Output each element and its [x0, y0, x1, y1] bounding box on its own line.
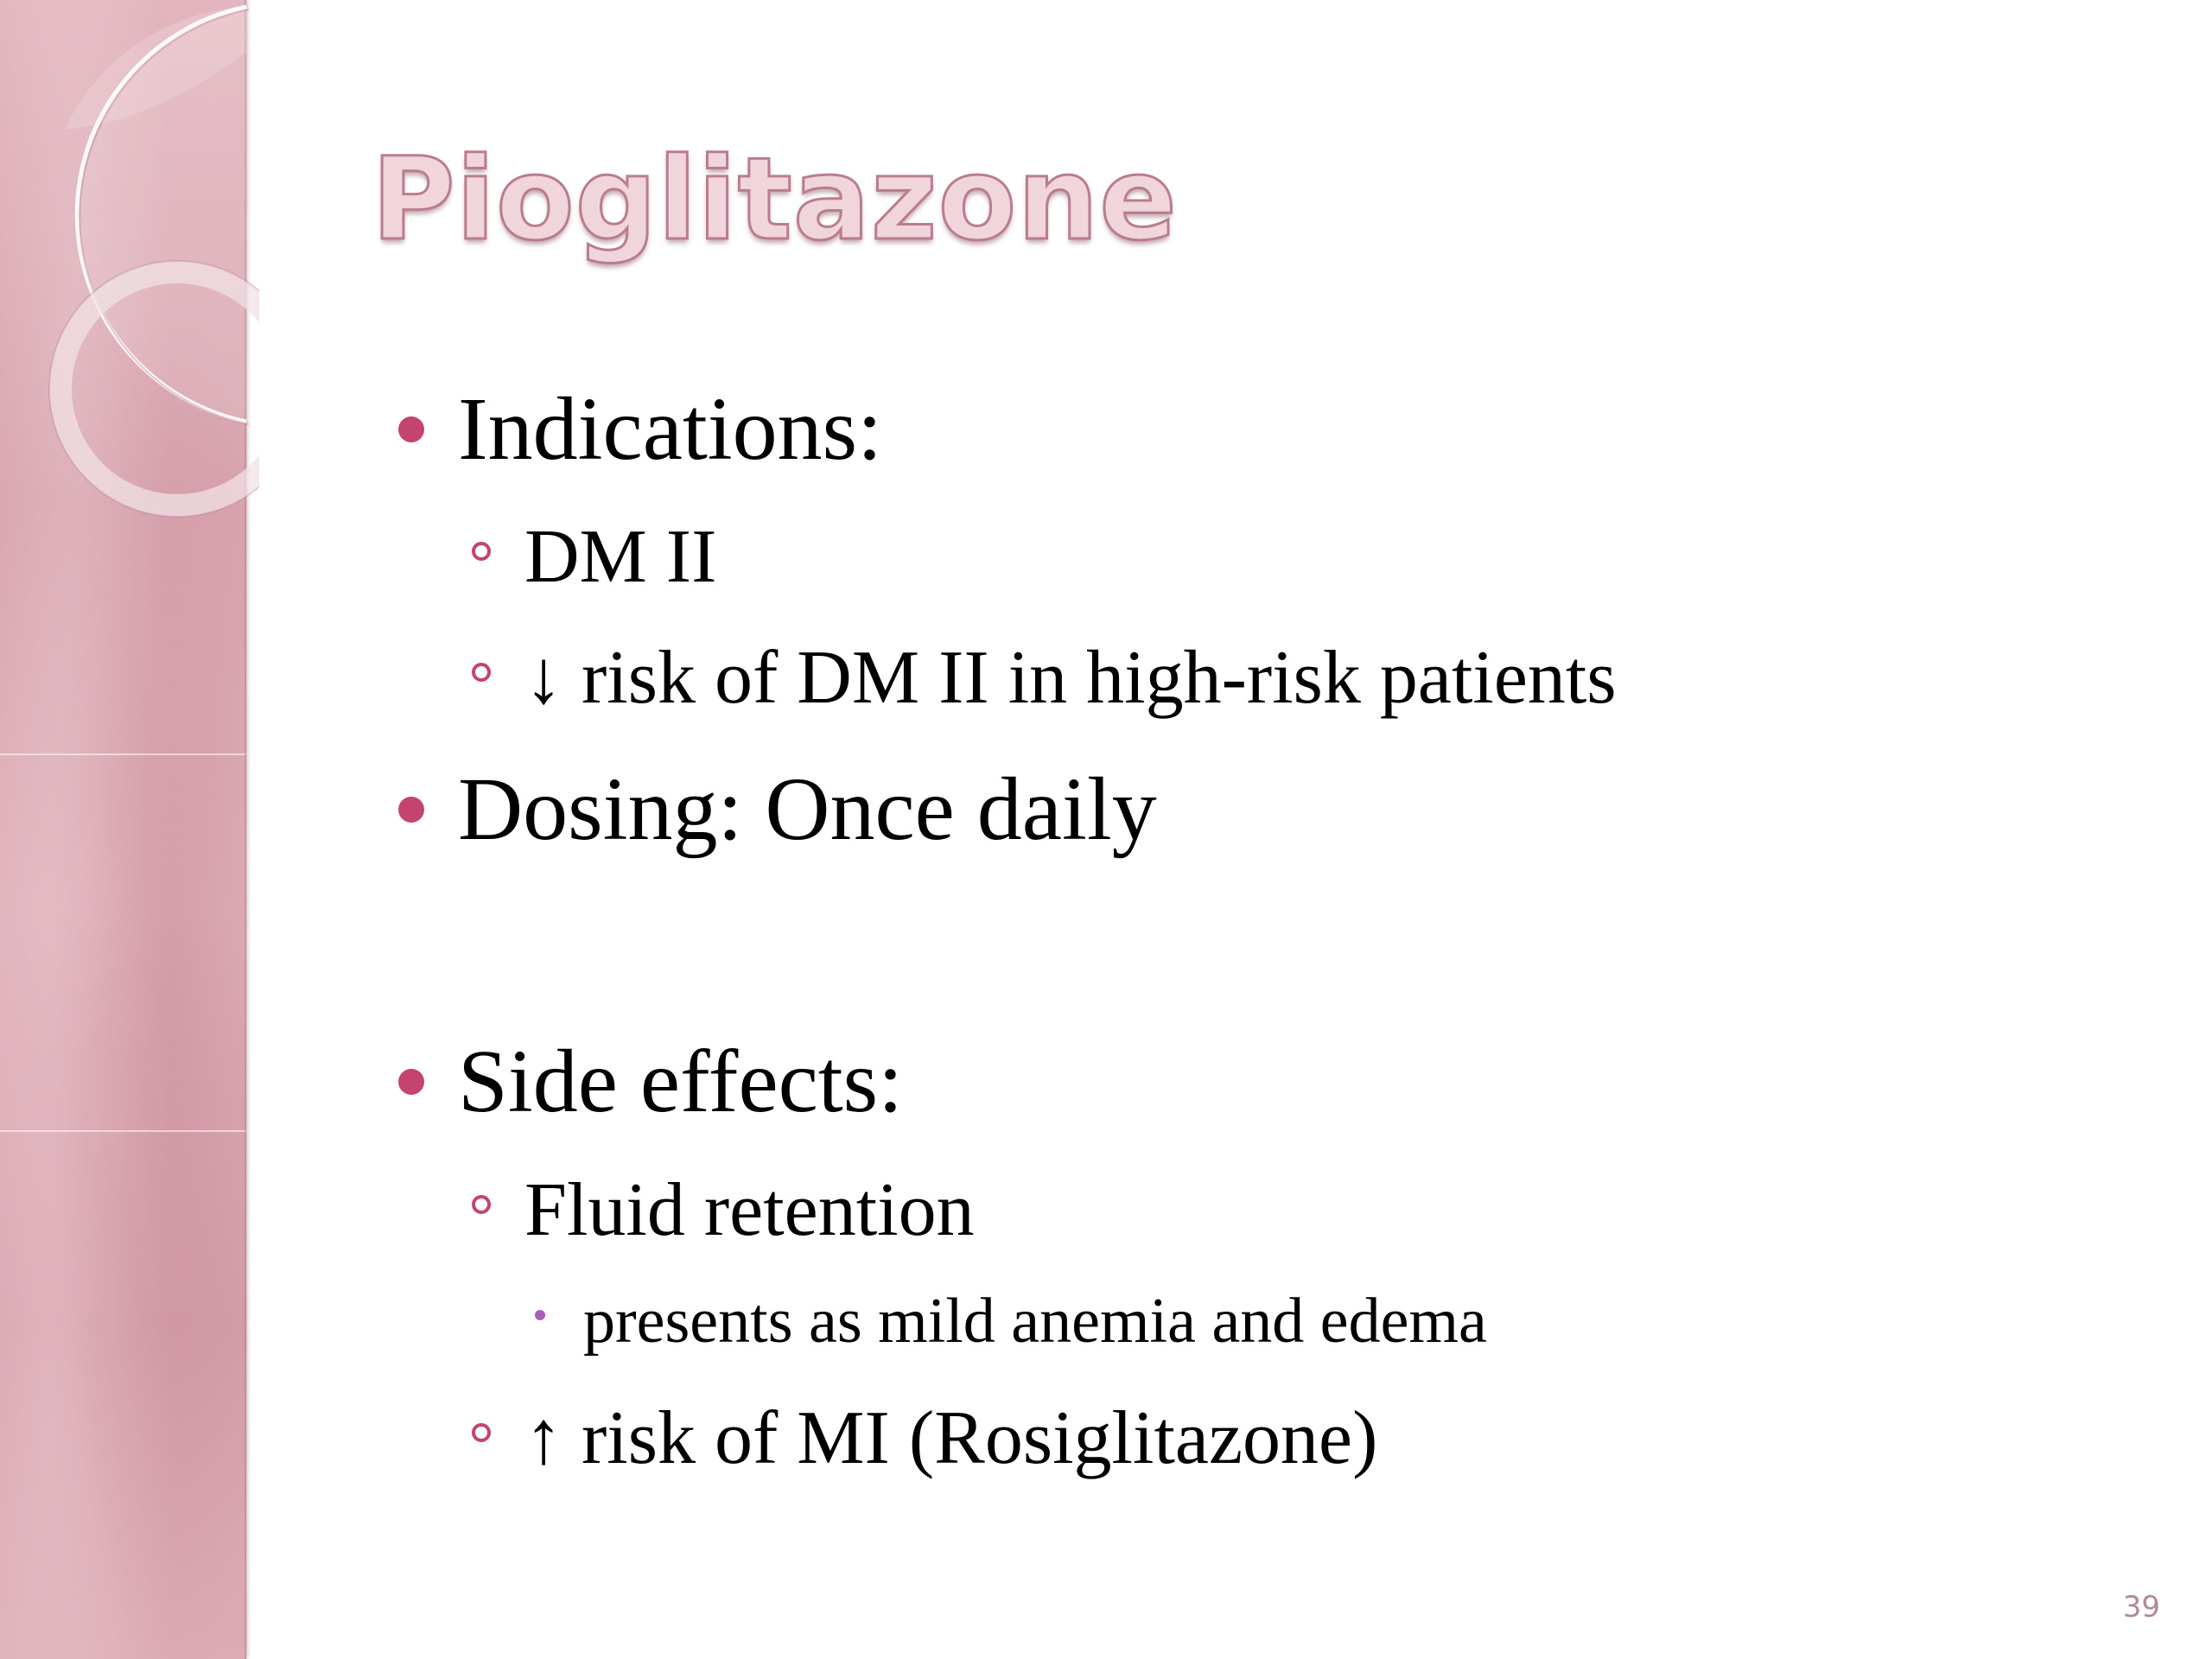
bullet-indications: Indications: — [458, 379, 883, 479]
slide-title: Pioglitazone — [372, 133, 1178, 266]
filled-circle-bullet-icon — [398, 797, 424, 823]
sub-sub-bullet-anemia-edema: presents as mild anemia and edema — [583, 1286, 1487, 1357]
page-number: 39 — [2122, 1590, 2160, 1624]
ring-bullet-icon — [472, 1195, 491, 1214]
sub-bullet-dm-ii: DM II — [524, 515, 717, 599]
ring-bullet-icon — [472, 1423, 491, 1442]
ring-bullet-icon — [472, 663, 491, 682]
bullet-side-effects: Side effects: — [458, 1032, 904, 1131]
sub-bullet-fluid-retention: Fluid retention — [524, 1168, 975, 1252]
filled-circle-bullet-icon — [398, 416, 424, 442]
small-dot-bullet-icon — [535, 1310, 545, 1320]
bullet-dosing: Dosing: Once daily — [458, 760, 1157, 859]
sub-bullet-mi-risk: ↑ risk of MI (Rosiglitazone) — [524, 1396, 1378, 1480]
filled-circle-bullet-icon — [398, 1069, 424, 1095]
ring-bullet-icon — [472, 542, 491, 561]
sub-bullet-reduced-risk: ↓ risk of DM II in high-risk patients — [524, 636, 1617, 720]
